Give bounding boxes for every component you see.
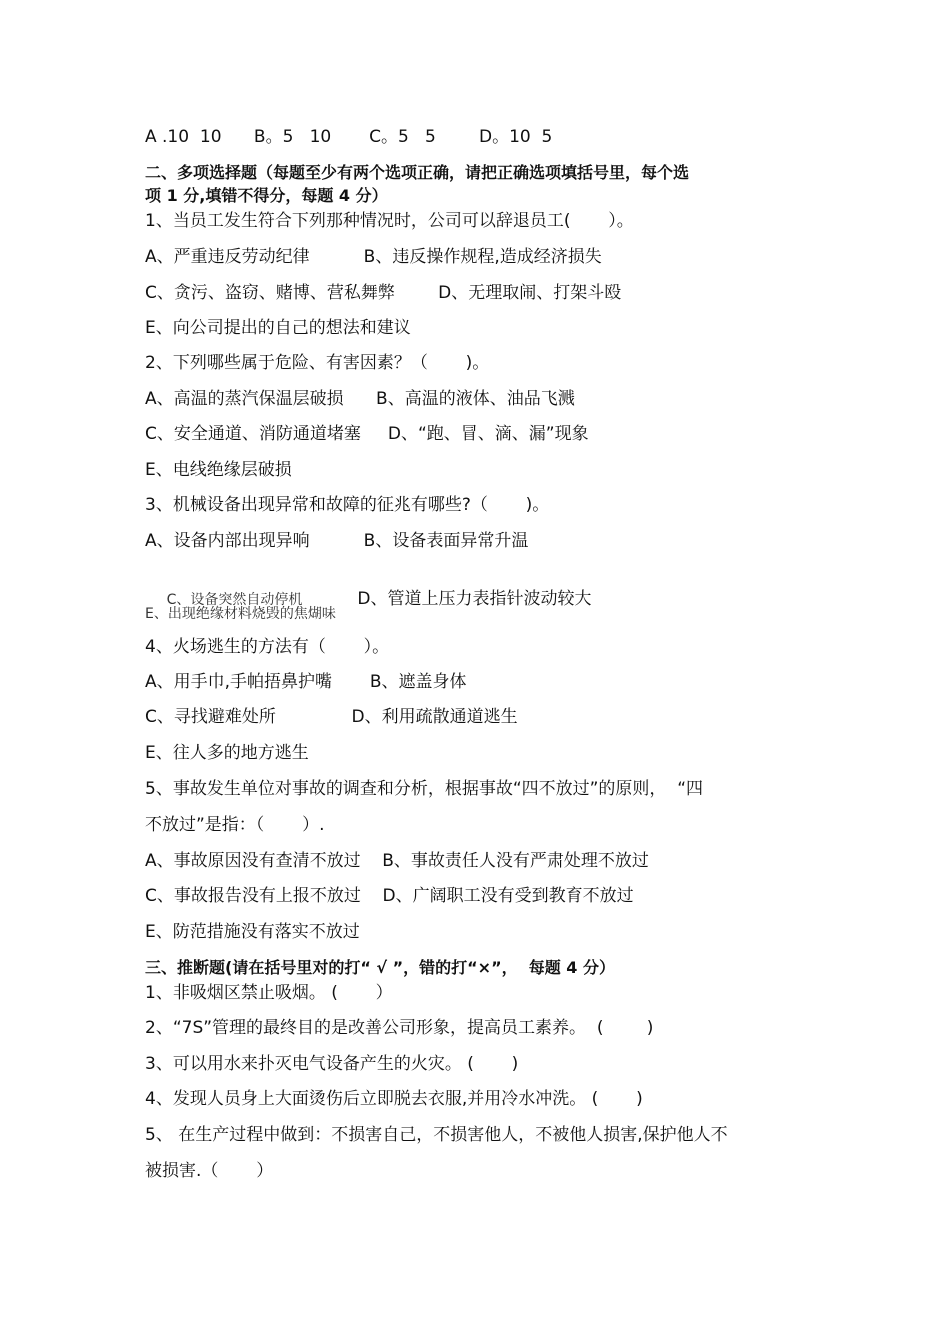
q3-stem: 3、机械设备出现异常和故障的征兆有哪些?（ )。 [145, 495, 550, 515]
top-options: A .10 10 B。5 10 C。5 5 D。10 5 [145, 127, 553, 147]
judge-q2: 2、“7S”管理的最终目的是改善公司形象，提高员工素养。 ( ) [145, 1018, 654, 1038]
q1-options-cd: C、贪污、盗窃、赌博、营私舞弊 D、无理取闹、打架斗殴 [145, 283, 622, 303]
judge-q1: 1、非吸烟区禁止吸烟。 ( ） [145, 983, 393, 1003]
q2-options-ab: A、高温的蒸汽保温层破损 B、高温的液体、油品飞溅 [145, 389, 575, 409]
q5-option-e: E、防范措施没有落实不放过 [145, 922, 360, 942]
section2-heading-line2: 项 1 分,填错不得分，每题 4 分） [145, 186, 388, 205]
q1-options-ab: A、严重违反劳动纪律 B、违反操作规程,造成经济损失 [145, 247, 602, 267]
q1-stem: 1、当员工发生符合下列那种情况时，公司可以辞退员工( ）。 [145, 211, 634, 231]
q5-stem-line2: 不放过”是指：（ ）. [145, 815, 325, 835]
judge-q5-line2: 被损害.（ ） [145, 1161, 274, 1181]
judge-q4: 4、发现人员身上大面烫伤后立即脱去衣服,并用冷水冲洗。 ( ) [145, 1089, 643, 1109]
judge-q3: 3、可以用水来扑灭电气设备产生的火灾。 ( ) [145, 1054, 519, 1074]
q3-option-d: D、管道上压力表指针波动较大 [357, 589, 592, 609]
q3-option-e: E、出现绝缘材料烧毁的焦煳味 [145, 606, 336, 622]
q4-stem: 4、火场逃生的方法有（ ）。 [145, 637, 390, 657]
q4-options-ab: A、用手巾,手帕捂鼻护嘴 B、遮盖身体 [145, 672, 467, 692]
q1-option-e: E、向公司提出的自己的想法和建议 [145, 318, 411, 338]
q5-stem-line1: 5、事故发生单位对事故的调查和分析，根据事故“四不放过”的原则， “四 [145, 779, 704, 799]
q4-options-cd: C、寻找避难处所 D、利用疏散通道逃生 [145, 707, 518, 727]
q3-option-c: C、设备突然自动停机 [166, 592, 303, 608]
q5-options-ab: A、事故原因没有查清不放过 B、事故责任人没有严肃处理不放过 [145, 851, 649, 871]
judge-q5-line1: 5、 在生产过程中做到：不损害自己，不损害他人，不被他人损害,保护他人不 [145, 1125, 728, 1145]
q4-option-e: E、往人多的地方逃生 [145, 743, 309, 763]
q2-stem: 2、下列哪些属于危险、有害因素？（ )。 [145, 353, 490, 373]
section3-heading: 三、推断题(请在括号里对的打“ √ ”，错的打“×”， 每题 4 分） [145, 958, 616, 977]
q2-options-cd: C、安全通道、消防通道堵塞 D、“跑、冒、滴、漏”现象 [145, 424, 589, 444]
q2-option-e: E、电线绝缘层破损 [145, 460, 292, 480]
q3-options-ab: A、设备内部出现异响 B、设备表面异常升温 [145, 531, 529, 551]
section2-heading-line1: 二、多项选择题（每题至少有两个选项正确，请把正确选项填括号里，每个选 [145, 163, 690, 182]
q5-options-cd: C、事故报告没有上报不放过 D、广阔职工没有受到教育不放过 [145, 886, 634, 906]
